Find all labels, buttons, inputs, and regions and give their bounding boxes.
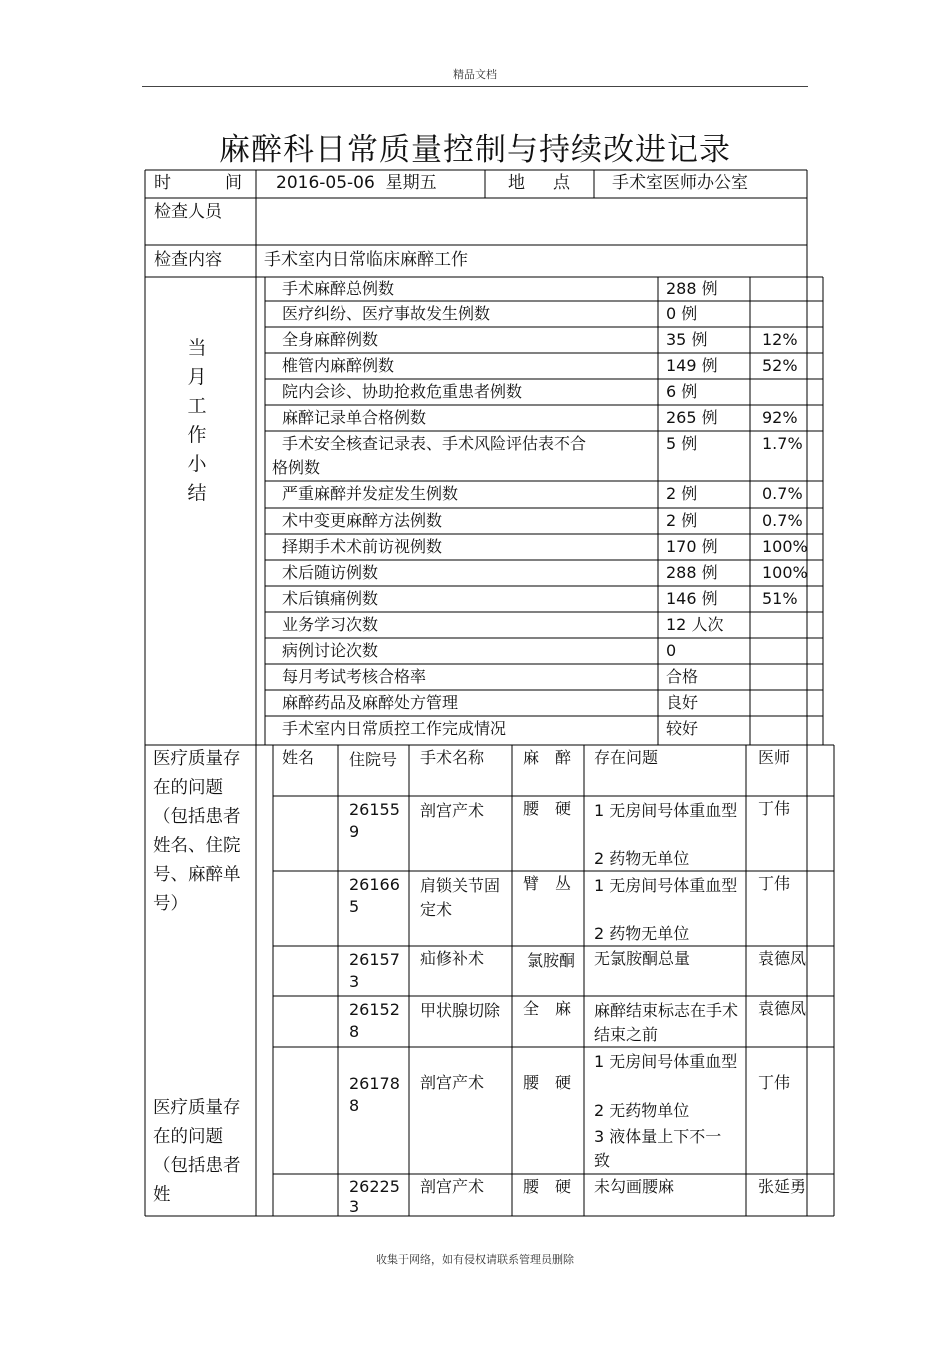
summary-item: 全身麻醉例数 — [282, 330, 379, 349]
content-label: 检查内容 — [154, 250, 222, 270]
content-value: 手术室内日常临床麻醉工作 — [264, 250, 468, 270]
summary-count: 170 例 — [666, 537, 718, 556]
summary-item: 术中变更麻醉方法例数 — [282, 511, 443, 530]
summary-count: 合格 — [666, 667, 699, 686]
issue-id: 261788 — [349, 1074, 400, 1115]
inspector-label: 检查人员 — [154, 202, 222, 222]
summary-item: 麻醉记录单合格例数 — [282, 408, 427, 427]
summary-item-cont: 格例数 — [272, 458, 321, 477]
document-title: 麻醉科日常质量控制与持续改进记录 — [219, 132, 731, 168]
summary-pct: 12% — [762, 330, 798, 349]
summary-count: 288 例 — [666, 279, 718, 298]
issue-doctor: 丁伟 — [758, 799, 791, 818]
issue-id: 262253 — [349, 1177, 400, 1216]
issue-anesthesia: 腰 硬 — [523, 799, 572, 818]
issue-doctor: 袁德凤 — [758, 999, 807, 1018]
summary-count: 0 — [666, 641, 677, 660]
weekday-value: 星期五 — [385, 173, 437, 193]
issue-id: 261559 — [349, 800, 400, 841]
summary-count: 35 例 — [666, 330, 708, 349]
summary-count: 265 例 — [666, 408, 718, 427]
date-value: 2016-05-06 — [276, 173, 375, 193]
issue-surgery: 剖宫产术 — [420, 1177, 485, 1196]
issue-id: 261528 — [349, 1000, 400, 1041]
page-footer: 收集于网络，如有侵权请联系管理员删除 — [376, 1253, 574, 1266]
issue-doctor: 丁伟 — [758, 874, 791, 893]
summary-count: 2 例 — [666, 484, 698, 503]
issue-surgery: 疝修补术 — [420, 949, 485, 968]
summary-count: 149 例 — [666, 356, 718, 375]
summary-item: 择期手术术前访视例数 — [282, 537, 443, 556]
issues-label: 医疗质量存在的问题（包括患者姓名、住院号、麻醉单号） — [153, 749, 241, 914]
summary-count: 0 例 — [666, 304, 698, 323]
summary-item: 术后镇痛例数 — [282, 589, 379, 608]
issue-problem: 3 液体量上下不一致 — [594, 1127, 722, 1170]
summary-pct: 100% — [762, 537, 808, 556]
issue-anesthesia: 臂 丛 — [523, 874, 572, 893]
summary-pct: 52% — [762, 356, 798, 375]
summary-pct: 1.7% — [762, 434, 803, 453]
summary-count: 较好 — [666, 719, 699, 738]
issue-id: 261573 — [349, 950, 400, 991]
time-label: 时 间 — [154, 173, 242, 193]
header-problem: 存在问题 — [594, 748, 659, 767]
issue-surgery: 剖宫产术 — [420, 801, 485, 820]
summary-pct: 0.7% — [762, 511, 803, 530]
summary-count: 5 例 — [666, 434, 698, 453]
summary-count: 6 例 — [666, 382, 698, 401]
issue-problem: 2 无药物单位 — [594, 1101, 690, 1120]
issue-problem: 麻醉结束标志在手术结束之前 — [594, 1001, 739, 1044]
summary-item: 椎管内麻醉例数 — [282, 356, 395, 375]
summary-label: 当 月 工 作 小 结 — [187, 337, 207, 504]
issues-label-repeat: 医疗质量存在的问题（包括患者姓 — [153, 1098, 241, 1205]
issue-doctor: 丁伟 — [758, 1073, 791, 1092]
issue-anesthesia: 腰 硬 — [523, 1073, 572, 1092]
summary-item: 严重麻醉并发症发生例数 — [282, 484, 459, 503]
summary-item: 病例讨论次数 — [282, 641, 379, 660]
summary-count: 288 例 — [666, 563, 718, 582]
issue-doctor: 张延勇 — [758, 1177, 807, 1196]
summary-item: 每月考试考核合格率 — [282, 667, 427, 686]
header-doctor: 医师 — [758, 748, 791, 767]
issue-doctor: 袁德凤 — [758, 949, 807, 968]
summary-count: 12 人次 — [666, 615, 724, 634]
header-anesthesia: 麻 醉 — [523, 748, 572, 767]
place-value: 手术室医师办公室 — [612, 173, 748, 193]
header-id: 住院号 — [349, 750, 398, 769]
issue-id: 261665 — [349, 875, 400, 916]
summary-item: 手术麻醉总例数 — [282, 279, 395, 298]
summary-count: 良好 — [666, 693, 699, 712]
summary-pct: 100% — [762, 563, 808, 582]
issue-surgery: 肩锁关节固定术 — [420, 876, 501, 919]
issue-surgery: 剖宫产术 — [420, 1073, 485, 1092]
summary-pct: 0.7% — [762, 484, 803, 503]
header-name: 姓名 — [282, 748, 315, 767]
summary-item: 业务学习次数 — [282, 615, 379, 634]
issue-problem: 无氯胺酮总量 — [594, 949, 691, 968]
date-cell — [276, 172, 437, 194]
summary-count: 2 例 — [666, 511, 698, 530]
summary-item: 术后随访例数 — [282, 563, 379, 582]
issue-problem: 未勾画腰麻 — [594, 1177, 675, 1196]
issue-problem: 1 无房间号体重血型 — [594, 876, 738, 895]
place-label: 地 点 — [508, 173, 570, 193]
summary-pct: 92% — [762, 408, 798, 427]
summary-pct: 51% — [762, 589, 798, 608]
summary-item: 手术安全核查记录表、手术风险评估表不合 — [282, 434, 587, 453]
issue-problem: 2 药物无单位 — [594, 924, 690, 943]
issue-anesthesia: 氯胺酮 — [526, 951, 575, 970]
issue-anesthesia: 全 麻 — [523, 999, 572, 1018]
summary-item: 院内会诊、协助抢救危重患者例数 — [282, 382, 523, 401]
page-header: 精品文档 — [453, 68, 497, 81]
issue-problem: 1 无房间号体重血型 — [594, 1052, 738, 1071]
summary-count: 146 例 — [666, 589, 718, 608]
issue-problem: 1 无房间号体重血型 — [594, 801, 738, 820]
summary-item: 医疗纠纷、医疗事故发生例数 — [282, 304, 491, 323]
summary-item: 手术室内日常质控工作完成情况 — [282, 719, 507, 738]
header-surgery: 手术名称 — [420, 748, 485, 767]
issue-problem: 2 药物无单位 — [594, 849, 690, 868]
summary-item: 麻醉药品及麻醉处方管理 — [282, 693, 459, 712]
issue-surgery: 甲状腺切除 — [420, 1001, 501, 1020]
issue-anesthesia: 腰 硬 — [523, 1177, 572, 1196]
